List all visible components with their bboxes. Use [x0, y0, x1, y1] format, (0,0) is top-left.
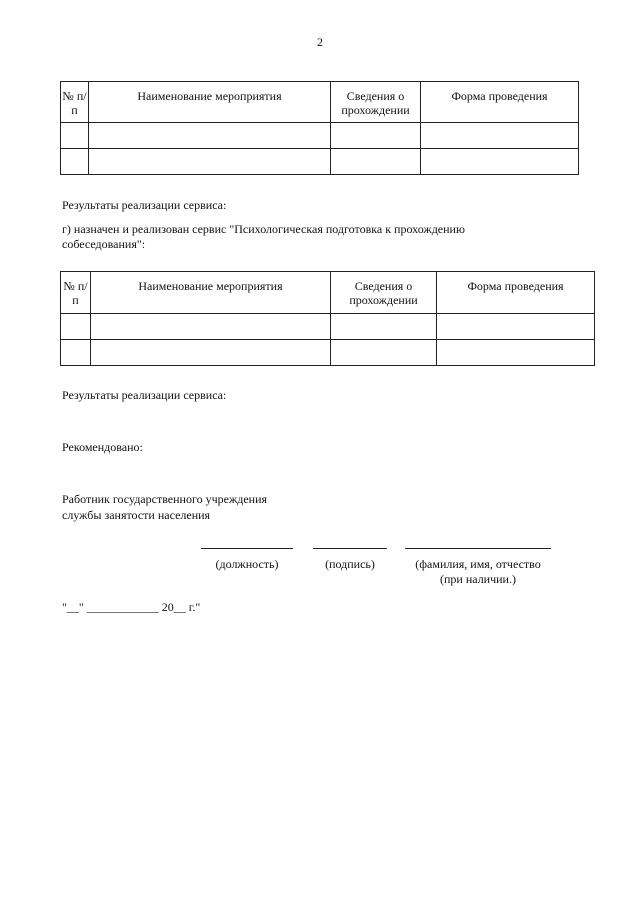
- header-number: № п/п: [61, 272, 91, 314]
- position-caption: (должность): [215, 557, 279, 571]
- table-row: [61, 314, 595, 340]
- activities-table-2: [60, 271, 595, 366]
- table-row: [61, 123, 579, 149]
- header-form: Форма проведения: [437, 272, 595, 314]
- table-cell: [61, 123, 89, 149]
- signature-underline: [313, 548, 387, 549]
- table-cell: [61, 314, 91, 340]
- header-activity-name: Наименование мероприятия: [91, 272, 331, 314]
- table-row: [61, 149, 579, 175]
- signature-caption: (подпись): [325, 557, 375, 571]
- service-g-text: г) назначен и реализован сервис "Психологическая подготовка к прохождению собеседования":: [62, 222, 465, 251]
- name-caption-line-1: (фамилия, имя, отчество: [415, 557, 541, 571]
- activities-table-1: [60, 81, 579, 175]
- table-cell: [331, 314, 437, 340]
- worker-line-1: Работник государственного учреждения: [62, 492, 268, 506]
- header-form: Форма проведения: [421, 82, 579, 123]
- table-cell: [89, 149, 331, 175]
- recommended-label: Рекомендовано:: [62, 440, 143, 454]
- table-cell: [331, 340, 437, 366]
- results-label-1: Результаты реализации сервиса:: [62, 198, 227, 212]
- table-cell: [421, 149, 579, 175]
- header-completion-info: Сведения о прохождении: [331, 82, 421, 123]
- worker-line-2: службы занятости населения: [62, 508, 211, 522]
- table-cell: [61, 149, 89, 175]
- table-cell: [89, 123, 331, 149]
- table-row: [61, 340, 595, 366]
- header-completion-info: Сведения о прохождении: [331, 272, 437, 314]
- name-underline: [405, 548, 551, 549]
- table-cell: [331, 149, 421, 175]
- header-number: № п/п: [61, 82, 89, 123]
- table-cell: [421, 123, 579, 149]
- table-cell: [331, 123, 421, 149]
- header-activity-name: Наименование мероприятия: [89, 82, 331, 123]
- name-caption-line-2: (при наличии.): [440, 572, 516, 586]
- table-cell: [437, 314, 595, 340]
- results-label-2: Результаты реализации сервиса:: [62, 388, 227, 402]
- date-line: "__" ____________ 20__ г.": [62, 600, 201, 614]
- table-cell: [61, 340, 91, 366]
- position-underline: [201, 548, 293, 549]
- table-cell: [91, 314, 331, 340]
- page-number: 2: [317, 35, 323, 49]
- table-cell: [437, 340, 595, 366]
- table-cell: [91, 340, 331, 366]
